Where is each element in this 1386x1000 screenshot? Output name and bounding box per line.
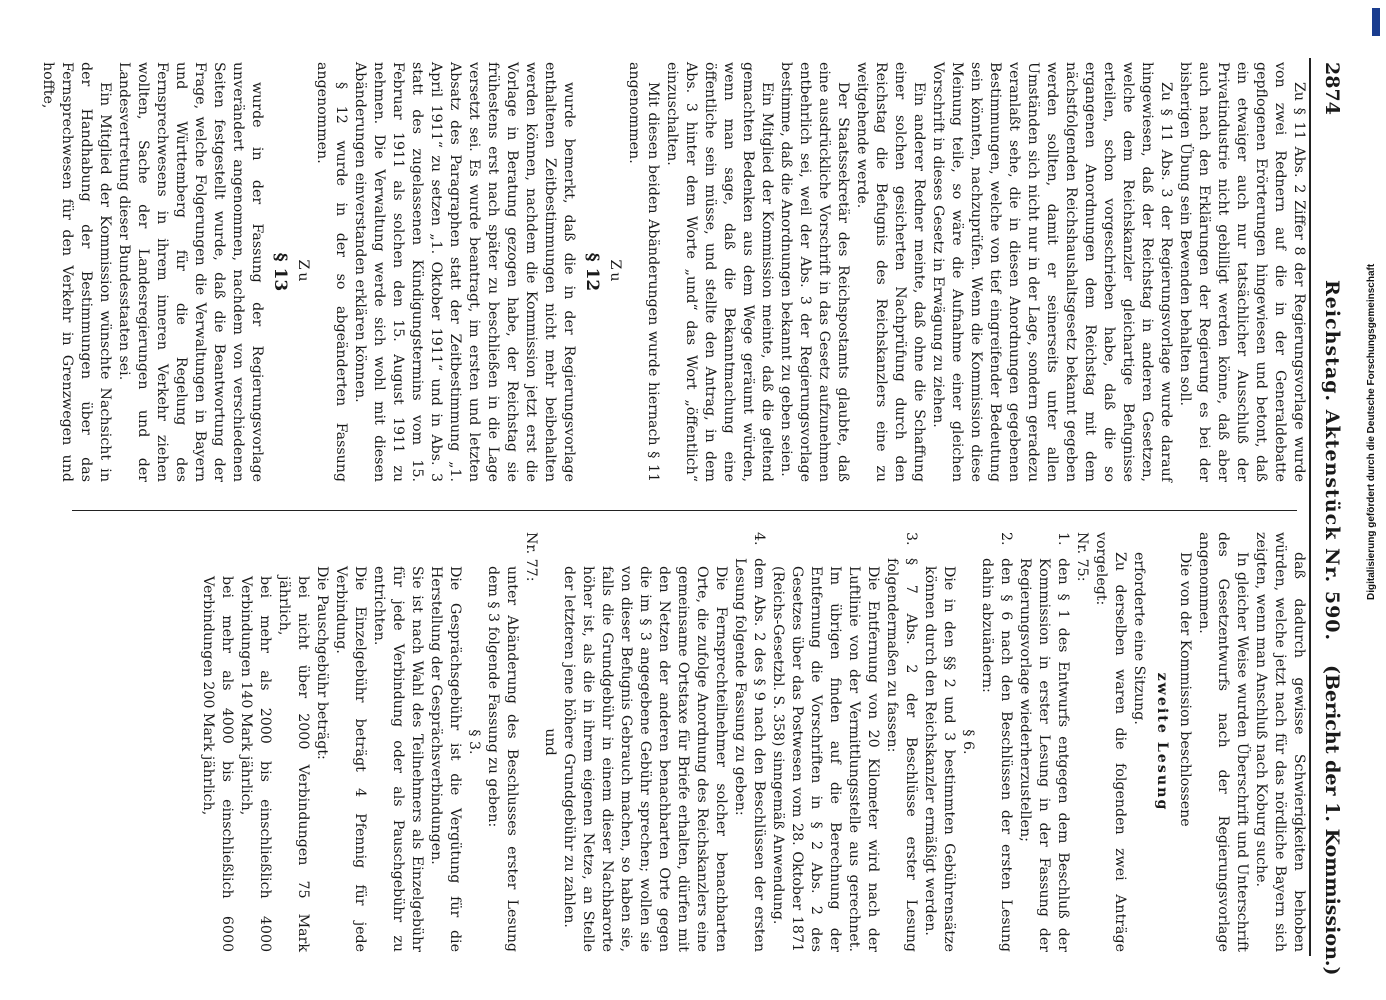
list-item-number: 1. <box>1055 532 1071 546</box>
quoted-block: Die Fernsprechteilnehmer solcher benachbarten Orte, die zufolge Anordnung des Reichskanzlers eine gemeinsame Ortstaxe für Briefe erhalten, dürfen mit den Netzen der anderen benachbarten Orte gegen die im § 3 angegebene Gebühr sprechen; wollen sie von dieser Befugnis Gebrauch machen, so haben sie, falls die Grundgebühr in einem dieser Nachbarorte höher ist, als die in ihrem eigenen Netze, an Stelle der letzteren jene höhere Grundgebühr zu zahlen. <box>561 566 729 952</box>
centered-line: § 6. <box>960 729 976 755</box>
paragraph: Mit diesen beiden Abänderungen wurde hiernach § 11 angenommen. <box>626 62 661 482</box>
list-item <box>1015 532 1072 952</box>
motion-number: Nr. 77: <box>523 532 539 582</box>
paragraph: Zu derselben waren die folgenden zwei Anträge vorgelegt: <box>1093 532 1128 952</box>
paragraph: Ein Mitglied der Kommission wünschte Nachsicht in der Handhabung der Bestimmungen über das Fernsprechwesen für den Verkehr in Grenzwegen und hoffte, <box>40 62 113 482</box>
centered-line: und <box>542 728 558 756</box>
page-number: 2874 <box>1321 62 1343 115</box>
header-rule <box>1309 58 1311 956</box>
page-header-title: Reichstag. Aktenstück Nr. 590. <box>1321 280 1343 642</box>
paragraph: Ein Mitglied der Kommission meinte, daß die geltend gemachten Bedenken aus dem Wege geräumt würden, wenn man sage, daß die Bekanntmachung eine öffentliche sein müsse, und stellte den Antrag, in dem Abs. 3 hinter dem Worte „und“ das Wort „öffentlich“ einzuschalten. <box>664 62 775 482</box>
list-item-number: 2. <box>998 532 1014 546</box>
list-item <box>730 532 768 952</box>
paragraph-heading: § 13 <box>270 252 290 292</box>
fee-line: bei mehr als 2000 bis einschließlich 4000 Verbindungen 140 Mark jährlich, <box>238 576 273 952</box>
paragraph: wurde bemerkt, daß die in der Regierungsvorlage enthaltenen Zeitbestimmungen nicht mehr beibehalten werden können, nachdem die Kommission jetzt erst die Vorlage in Beratung gezogen habe, der Reichstag sie frühestens erst nach später zu beschließen in die Lage versetzt sei. Es wurde beantragt, im ersten und letzten Absatz des Paragraphen statt der Zeitbestimmung „1. April 1911“ zu setzen „1. Oktober 1911“ und in Abs. 3 statt des zugelassenen Kündigungstermins vom 15. Februar 1911 als solchen den 15. August 1911 zu nehmen. Die Verwaltung werde sich wohl mit diesen Abänderungen einverstanden erklären können. <box>352 62 577 482</box>
paragraph: Ein anderer Redner meinte, daß ohne die Schaffung einer solchen gesicherten Nachprüfung durch den Reichstag die Befugnis des Reichskanzlers eine zu weitgehende werde. <box>854 62 927 482</box>
page-header-section: (Bericht der 1. Kommission.) <box>1321 665 1343 976</box>
list-item-text: den § 1 des Entwurfs entgegen dem Beschluß der Kommission in erster Lesung in der Fassung der Regierungsvorlage wiederherzustellen; <box>1017 558 1071 952</box>
list-item-text: § 7 Abs. 2 der Beschlüsse erster Lesung folgendermaßen zu fassen: <box>884 558 919 952</box>
list-item-text: den § 6 nach den Beschlüssen der ersten Lesung dahin abzuändern: <box>979 558 1014 952</box>
paragraph: Der Staatssekretär des Reichspostamts glaubte, daß eine ausdrückliche Vorschrift in das Gesetz aufzunehmen entbehrlich sei, weil der Abs. 3 der Regierungsvorlage bestimme, daß die Anordnungen bekannt zu geben seien. <box>778 62 851 482</box>
section-lead: Zu <box>295 259 311 285</box>
section-lead: Zu <box>607 259 623 285</box>
list-item-text: dem Abs. 2 des § 9 nach den Beschlüssen der ersten Lesung folgende Fassung zu geben: <box>732 558 767 952</box>
paragraph-heading: § 12 <box>582 252 602 292</box>
quoted-block: Die Gesprächsgebühr ist die Vergütung für die Herstellung der Gesprächsverbindungen. <box>428 566 463 952</box>
fee-line: bei mehr als 4000 bis einschließlich 6000 Verbindungen 200 Mark jährlich, <box>200 576 235 952</box>
paragraph: wurde in der Fassung der Regierungsvorlage unverändert angenommen, nachdem von verschiedenen Seiten festgestellt wurde, daß die Beantwortung der Frage, welche Folgerungen die Verwaltungen in Bayern und Württemberg für die Regelung des Fernsprechwesens in ihrem inneren Verkehr ziehen wollten, Sache der Landesregierungen und der Landesvertretung dieser Bundesstaaten sei. <box>116 62 265 482</box>
section-heading: zweite Lesung <box>1154 672 1170 812</box>
quoted-block: unter Abänderung des Beschlusses erster Lesung dem § 3 folgende Fassung zu geben: <box>485 566 520 952</box>
centered-line: § 3. <box>466 729 482 755</box>
quoted-block: Sie ist nach Wahl des Teilnehmers als Einzelgebühr für jede Verbindung oder als Pauschgebühr zu entrichten. <box>371 566 425 952</box>
left-column <box>40 62 1308 482</box>
paragraph: erforderte eine Sitzung. <box>1131 552 1147 725</box>
list-item-number: 3. <box>903 532 919 546</box>
list-item-number: 4. <box>751 532 767 546</box>
paragraph: Zu § 11 Abs. 2 Ziffer 8 der Regierungsvorlage wurde von zwei Rednern auf die in der Generaldebatte gepflogenen Erörterungen hingewiesen und betont, daß ein etwaiger auch nur tatsächlicher Ausschluß der Privatindustrie nicht gebilligt werden könne, daß aber auch nach den Erklärungen der Regierung es bei der bisherigen Übung sein Bewenden behalten soll. <box>1177 62 1307 482</box>
paragraph: daß dadurch gewisse Schwierigkeiten behoben würden, welche jetzt nach für das nördliche Bayern sich zeigten, wenn man Anschluß nach Koburg suche. <box>1253 532 1307 952</box>
quoted-block: Die Entfernung von 20 Kilometer wird nach der Luftlinie von der Vermittlungsstelle aus gerechnet. Im übrigen finden auf die Berechnung der Entfernung die Vorschriften in § 2 Abs. 2 des Gesetzes über das Postwesen vom 28. Oktober 1871 (Reichs-Gesetzbl. S. 358) sinngemäß Anwendung. <box>770 566 881 952</box>
quoted-block: Die in den §§ 2 und 3 bestimmten Gebührensätze können durch den Reichskanzler ermäßigt werden. <box>922 566 957 952</box>
paragraph: In gleicher Weise wurden Überschrift und Unterschrift des Gesetzentwurfs nach der Regierungsvorlage angenommen. <box>1196 532 1250 952</box>
digitization-note: Digitalisierung gefördert durch die Deutsche Forschungsgemeinschaft <box>1366 263 1377 600</box>
quoted-block: Die Pauschgebühr beträgt: <box>314 566 330 760</box>
fee-line: bei nicht über 2000 Verbindungen 75 Mark jährlich, <box>276 576 311 952</box>
quoted-block: Die Einzelgebühr beträgt 4 Pfennig für jede Verbindung. <box>333 566 368 952</box>
right-column <box>78 532 1308 952</box>
motion-number: Nr. 75: <box>1074 532 1090 582</box>
paragraph: § 12 wurde in der so abgeänderten Fassung angenommen. <box>314 62 349 482</box>
column-divider <box>72 510 1297 511</box>
paragraph: Die von der Kommission beschlossene <box>1177 552 1193 827</box>
paragraph: Zu § 11 Abs. 3 der Regierungsvorlage wurde darauf hingewiesen, daß der Reichstag in anderen Gesetzen, welche dem Reichskanzler gleichartige Befugnisse erteilen, schon vorgeschrieben habe, daß die so ergangenen Anordnungen dem Reichstag mit dem nächstfolgenden Reichshaushaltsgesetz bekannt gegeben werden sollten, damit er seinerseits unter allen Umständen sich nicht nur in der Lage, sondern geradezu veranlaßt sehe, die in diesen Anordnungen gegebenen Bestimmungen, welche von tief eingreifender Bedeutung sein könnten, nachzuprüfen. Wenn die Kommission diese Meinung teile, so wäre die Aufnahme einer gleichen Vorschrift in dieses Gesetz in Erwägung zu ziehen. <box>930 62 1174 482</box>
list-item <box>882 532 920 952</box>
list-item <box>977 532 1015 952</box>
